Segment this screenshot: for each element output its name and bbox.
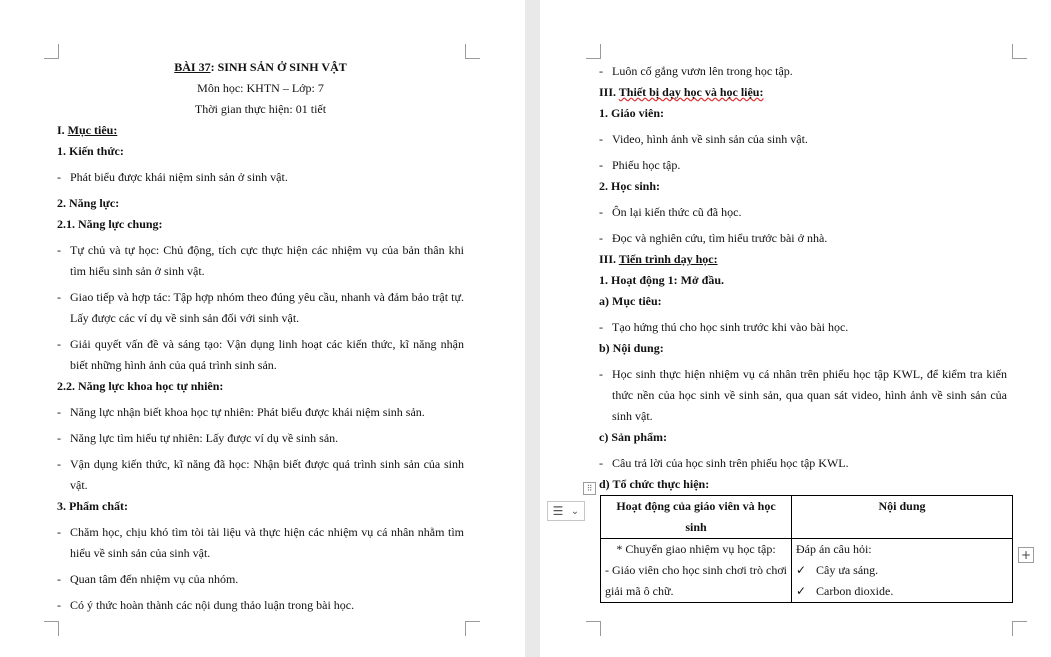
bullet-dash: - [57,525,61,539]
top-bullet-list [599,61,1007,82]
bullet-dash: - [57,170,61,184]
bullet-dash: - [57,243,61,257]
list-item [57,569,464,590]
heading-product-c: c) Sản phẩm: [599,430,668,444]
crop-mark [465,621,480,636]
table-cell-activity[interactable] [601,539,792,603]
teacher-list [599,129,1007,176]
bullet-dash: - [57,572,61,586]
bullet-dash: - [599,367,603,381]
list-item [57,454,464,496]
check-icon: ✓ [796,584,807,598]
list-item-text: Tự chủ và tự học: Chủ động, tích cực thực hiện các nhiệm vụ của bản thân khi tìm hiểu sinh sản ở sinh vật. [70,243,464,278]
list-item [57,428,464,449]
bullet-dash: - [599,320,603,334]
check-icon: ✓ [796,563,807,577]
list-item-text: Vận dụng kiến thức, kĩ năng đã học: Nhận biết được quá trình sinh sản của sinh vật. [70,457,464,492]
list-item [599,317,1007,338]
duration-line: Thời gian thực hiện: 01 tiết [194,102,327,116]
bullet-dash: - [599,205,603,219]
heading-equipment: III. Thiết bị dạy học và học liệu: [599,85,764,99]
heading-process: III. Tiến trình dạy học: [599,252,718,266]
table-row [601,539,1013,603]
student-list [599,202,1007,249]
heading-objectives: I. Mục tiêu: [57,123,118,137]
bullet-dash: - [599,231,603,245]
right-page-body[interactable] [599,61,1007,603]
heading-general-competence: 2.1. Năng lực chung: [57,217,163,231]
bullet-dash: - [599,158,603,172]
list-item [57,287,464,329]
list-item-text: Luôn cố gắng vươn lên trong học tập. [612,64,793,78]
layout-options-icon: ☰ [552,504,564,518]
bullet-dash: - [57,457,61,471]
list-item-text: Video, hình ảnh về sinh sản của sinh vật. [612,132,808,146]
list-item-text: Giao tiếp và hợp tác: Tập hợp nhóm theo đúng yêu cầu, nhanh và đảm bảo trật tự. Lấy được các ví dụ về sinh sản đối với sinh vật. [70,290,464,325]
bullet-dash: - [599,64,603,78]
objective-a-list [599,317,1007,338]
heading-student: 2. Học sinh: [599,179,661,193]
layout-options-button[interactable] [547,501,585,521]
crop-mark [44,621,59,636]
list-item-text: Tạo hứng thú cho học sinh trước khi vào bài học. [612,320,849,334]
table-cell-content[interactable] [792,539,1013,603]
table-header-content[interactable]: Nội dung [792,496,1013,539]
heading-organize-d: d) Tổ chức thực hiện: [599,477,710,491]
add-column-button[interactable]: + [1018,547,1034,563]
crop-mark [1012,621,1027,636]
list-item-text: Câu trả lời của học sinh trên phiếu học tập KWL. [612,456,849,470]
table-move-handle-icon[interactable]: ⠿ [583,482,596,495]
table-header-teacher-student[interactable]: Hoạt động của giáo viên và học sinh [601,496,792,539]
content-b-list [599,364,1007,427]
list-item [599,155,1007,176]
bullet-dash: - [57,405,61,419]
bullet-dash: - [57,598,61,612]
list-item-text: Phát biểu được khái niệm sinh sản ở sinh vật. [70,170,288,184]
list-item-text: Giải quyết vấn đề và sáng tạo: Vận dụng linh hoạt các kiến thức, kĩ năng nhận biết những hình ảnh của quá trình sinh sản. [70,337,464,372]
bullet-dash: - [57,431,61,445]
list-item [599,129,1007,150]
chevron-down-icon: ⌄ [570,505,580,517]
list-item-text: Đọc và nghiên cứu, tìm hiểu trước bài ở nhà. [612,231,828,245]
list-item [57,240,464,282]
list-item-text: Phiếu học tập. [612,158,681,172]
list-item-text: Ôn lại kiến thức cũ đã học. [612,205,742,219]
list-item [599,453,1007,474]
document-page-right [540,0,1051,657]
list-item [599,202,1007,223]
activity-table[interactable] [600,495,1013,603]
list-item [57,334,464,376]
document-page-left [0,0,525,657]
heading-competence: 2. Năng lực: [57,196,120,210]
list-item [599,228,1007,249]
answer-item: ✓ Cây ưa sáng. [796,560,1008,581]
task-assignment-label: * Chuyển giao nhiệm vụ học tập: [616,542,776,556]
task-description: - Giáo viên cho học sinh chơi trò chơi giải mã ô chữ. [605,563,787,598]
answer-item: ✓ Carbon dioxide. [796,581,1008,602]
subject-line: Môn học: KHTN – Lớp: 7 [197,81,324,95]
list-item [599,364,1007,427]
list-item-text: Có ý thức hoàn thành các nội dung thảo luận trong bài học. [70,598,355,612]
answer-title: Đáp án câu hỏi: [796,542,872,556]
crop-mark [586,621,601,636]
bullet-dash: - [57,337,61,351]
list-item-text: Quan tâm đến nhiệm vụ của nhóm. [70,572,239,586]
left-page-body[interactable] [57,57,464,616]
activity-table-wrapper [599,495,1007,603]
bullet-dash: - [57,290,61,304]
crop-mark [586,44,601,59]
heading-activity-1: 1. Hoạt động 1: Mở đầu. [599,273,724,287]
list-item [599,61,1007,82]
heading-content-b: b) Nội dung: [599,341,664,355]
heading-teacher: 1. Giáo viên: [599,106,664,120]
heading-science-competence: 2.2. Năng lực khoa học tự nhiên: [57,379,224,393]
quality-list [57,522,464,616]
heading-knowledge: 1. Kiến thức: [57,144,124,158]
general-competence-list [57,240,464,376]
list-item-text: Năng lực tìm hiểu tự nhiên: Lấy được ví dụ về sinh sản. [70,431,339,445]
heading-quality: 3. Phẩm chất: [57,499,128,513]
product-c-list [599,453,1007,474]
knowledge-list [57,167,464,188]
list-item-text: Năng lực nhận biết khoa học tự nhiên: Phát biểu được khái niệm sinh sản. [70,405,425,419]
crop-mark [465,44,480,59]
document-title: BÀI 37: SINH SẢN Ở SINH VẬT [174,60,347,74]
list-item-text: Chăm học, chịu khó tìm tòi tài liệu và thực hiện các nhiệm vụ cá nhân nhằm tìm hiểu về sinh sản của sinh vật. [70,525,464,560]
list-item-text: Học sinh thực hiện nhiệm vụ cá nhân trên phiếu học tập KWL, để kiểm tra kiến thức nền của học sinh về sinh sản, qua quan sát video, hình ảnh về sinh sản của sinh vật. [612,367,1007,423]
bullet-dash: - [599,456,603,470]
list-item [57,522,464,564]
table-header-row [601,496,1013,539]
list-item [57,402,464,423]
list-item [57,595,464,616]
heading-objective-a: a) Mục tiêu: [599,294,662,308]
crop-mark [1012,44,1027,59]
list-item [57,167,464,188]
bullet-dash: - [599,132,603,146]
science-competence-list [57,402,464,496]
